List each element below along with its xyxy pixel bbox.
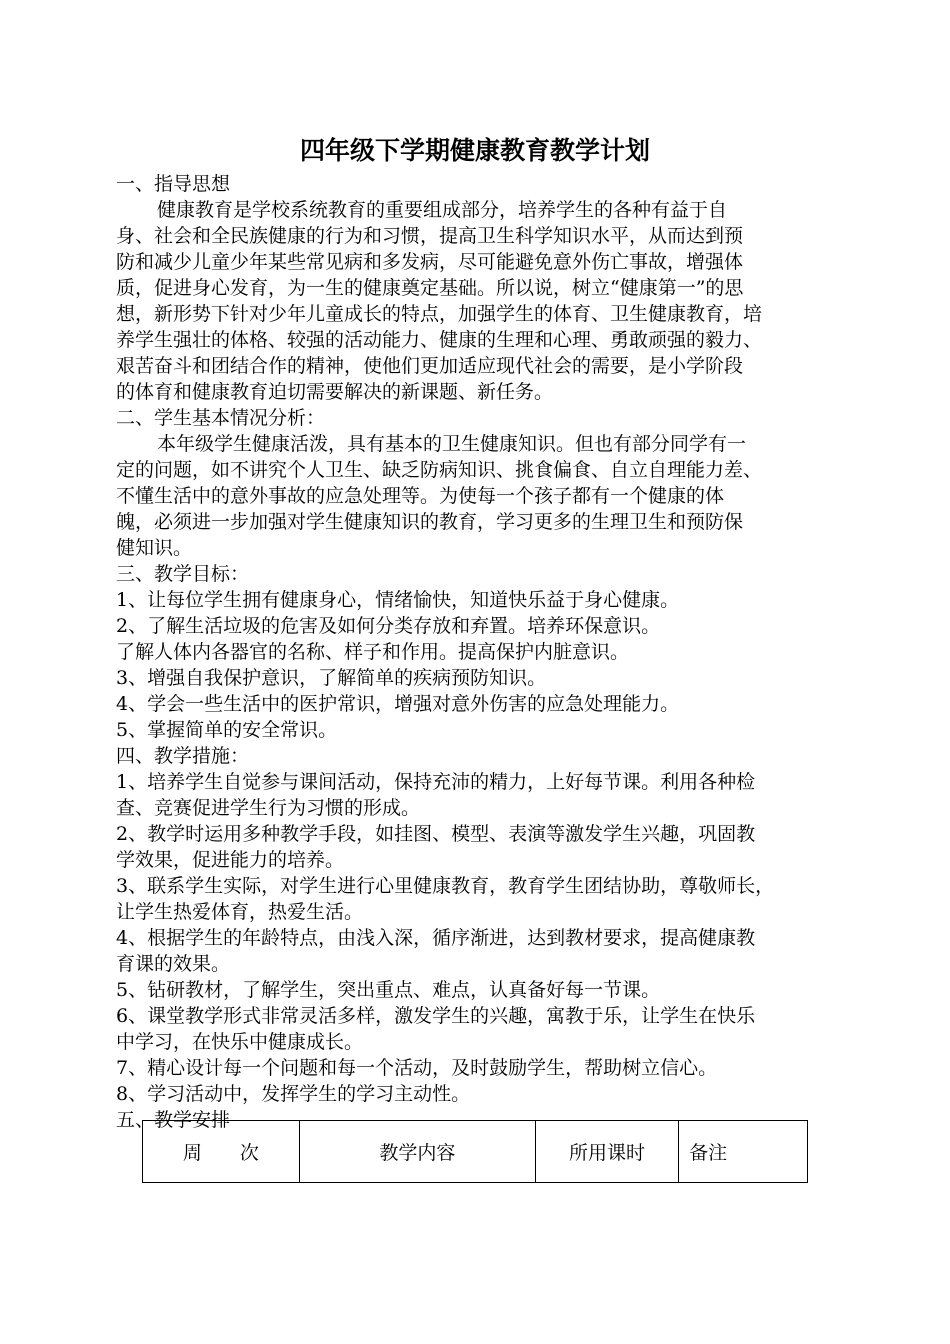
text-line: 魄，必须进一步加强对学生健康知识的教育，学习更多的生理卫生和预防保 [116,511,744,533]
text-line: 不懂生活中的意外事故的应急处理等。为使每一个孩子都有一个健康的体 [116,485,725,507]
text-line: 1、让每位学生拥有健康身心，情绪愉快，知道快乐益于身心健康。 [116,589,680,611]
text-line: 2、教学时运用多种教学手段，如挂图、模型、表演等激发学生兴趣，巩固教 [116,823,756,845]
text-line: 防和减少儿童少年某些常见病和多发病，尽可能避免意外伤亡事故，增强体 [116,251,744,273]
text-line: 5、掌握简单的安全常识。 [116,719,338,741]
text-line: 健知识。 [116,537,193,559]
header-week: 周 次 [143,1121,300,1183]
text-line: 艰苦奋斗和团结合作的精神，使他们更加适应现代社会的需要，是小学阶段 [116,355,744,377]
text-line: 的体育和健康教育迫切需要解决的新课题、新任务。 [116,381,554,403]
text-line: 4、学会一些生活中的医护常识，增强对意外伤害的应急处理能力。 [116,693,680,715]
text-line: 3、增强自我保护意识，了解简单的疾病预防知识。 [116,667,547,689]
header-hours: 所用课时 [535,1121,678,1183]
document-body [116,171,856,1133]
text-line: 四、教学措施： [116,745,250,767]
text-line: 一、指导思想 [116,173,231,195]
text-line: 育课的效果。 [116,953,231,975]
text-line: 了解人体内各器官的名称、样子和作用。提高保护内脏意识。 [116,641,630,663]
text-line: 身、社会和全民族健康的行为和习惯，提高卫生科学知识水平，从而达到预 [116,225,744,247]
text-line: 本年级学生健康活泼，具有基本的卫生健康知识。但也有部分同学有一 [157,433,747,455]
text-line: 二、学生基本情况分析： [116,407,326,429]
text-line: 养学生强壮的体格、较强的活动能力、健康的生理和心理、勇敢顽强的毅力、 [116,329,763,351]
schedule-table [142,1120,808,1183]
text-line: 4、根据学生的年龄特点，由浅入深，循序渐进，达到教材要求，提高健康教 [116,927,756,949]
table-header-row [143,1121,808,1183]
text-line: 2、了解生活垃圾的危害及如何分类存放和弃置。培养环保意识。 [116,615,661,637]
header-note: 备注 [679,1121,808,1183]
text-line: 定的问题，如不讲究个人卫生、缺乏防病知识、挑食偏食、自立自理能力差、 [116,459,763,481]
header-content: 教学内容 [299,1121,535,1183]
text-line: 1、培养学生自觉参与课间活动，保持充沛的精力，上好每节课。利用各种检 [116,771,756,793]
text-line: 7、精心设计每一个问题和每一个活动，及时鼓励学生，帮助树立信心。 [116,1057,718,1079]
text-line: 三、教学目标： [116,563,250,585]
text-line: 8、学习活动中，发挥学生的学习主动性。 [116,1083,471,1105]
text-line: 学效果，促进能力的培养。 [116,849,345,871]
text-line: 健康教育是学校系统教育的重要组成部分，培养学生的各种有益于自 [157,199,728,221]
text-line: 想，新形势下针对少年儿童成长的特点，加强学生的体育、卫生健康教育，培 [116,303,763,325]
text-line: 中学习，在快乐中健康成长。 [116,1031,364,1053]
text-line: 6、课堂教学形式非常灵活多样，激发学生的兴趣，寓教于乐，让学生在快乐 [116,1005,756,1027]
text-line: 5、钻研教材，了解学生，突出重点、难点，认真备好每一节课。 [116,979,661,1001]
text-line: 让学生热爱体育，热爱生活。 [116,901,364,923]
document-title: 四年级下学期健康教育教学计划 [299,136,650,165]
text-line: 五、教学安排 [116,1109,231,1131]
text-line: 质，促进身心发育，为一生的健康奠定基础。所以说，树立“健康第一”的思 [116,277,744,299]
text-line: 3、联系学生实际，对学生进行心里健康教育，教育学生团结协助，尊敬师长， [116,875,775,897]
text-line: 查、竞赛促进学生行为习惯的形成。 [116,797,421,819]
